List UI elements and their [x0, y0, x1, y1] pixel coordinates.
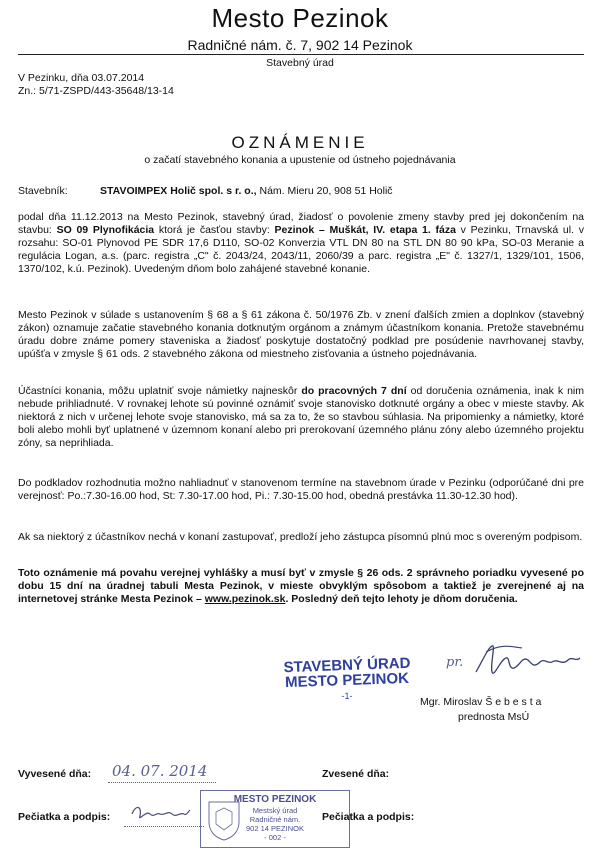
- builder-address: Nám. Mieru 20, 908 51 Holič: [256, 185, 393, 197]
- posted-date: 04. 07. 2014: [112, 762, 208, 780]
- paragraph-representation: Ak sa niektorý z účastníkov nechá v konaní zastupovať, predloží jeho zástupca písomnú plnú moc s overeným podpisom.: [18, 531, 583, 543]
- office-name: Stavebný úrad: [266, 57, 334, 69]
- coat-of-arms-icon: [206, 798, 242, 842]
- builder-label: Stavebník:: [18, 185, 68, 197]
- text-run: v Pezinku, Trnavská ul. v rozsahu: SO-01 Plynovod PE SDR 17,6 D110, SO-02 Konverzia VTL DN 80 na STL DN 80 90 kPa, SO-03 Meranie a regulácia Logan, a.s. (parc. registra „C" č. 2043/24, 2043/11, 2060/39 a parc. registra „E" č. 1327/1, 1329/101, 1506, 1370/102, k.ú. Pezinok). Uvedeným dňom bolo zahájené stavebné konanie.: [18, 224, 584, 275]
- round-stamp-line-1: MESTO PEZINOK: [233, 794, 317, 805]
- notice-subtitle: o začatí stavebného konania a upustenie od ústneho pojednávania: [144, 154, 456, 166]
- office-stamp: [272, 654, 422, 701]
- text-run-bold: SO 09 Plynofikácia: [56, 224, 155, 236]
- round-stamp-line-3: Radničné nám.: [249, 815, 301, 824]
- text-run-bold: do pracovných 7 dní: [301, 385, 407, 397]
- notice-title: OZNÁMENIE: [231, 133, 369, 152]
- text-run: Toto oznámenie má povahu verejnej vyhlášky a musí byť v zmysle § 26 ods. 2 správneho poriadku vyvesené po dobu 15 dní na úradnej tabuli Mesta Pezinok, v mieste obvyklým spôsobom a taktiež je zverejnené aj na internetovej stránke Mesta Pezinok –: [18, 567, 584, 605]
- text-run: od doručenia oznámenia, inak k nim nebude prihliadnuté. V rovnakej lehote sú povinné oznámiť svoje stanovisko dotknuté orgány a obec v mieste stavby. Ak niektorá z nich v určenej lehote svoje stanovisko, má sa za to, že so stavbou súhlasia. Na pripomienky a námietky, ktoré boli alebo mohli byť uplatnené v územnom konaní alebo pri prerokovaní územného plánu zóny alebo územného projektu zóny, sa neprihliada.: [18, 385, 584, 449]
- round-stamp-line-2: Mestský úrad: [252, 806, 298, 815]
- stamp-line-1: STAVEBNÝ ÚRAD: [283, 654, 411, 677]
- seal-label-right: Pečiatka a podpis:: [322, 811, 415, 823]
- signatory-name: Mgr. Miroslav Š e b e s t a: [420, 696, 542, 708]
- seal-label-left: Pečiatka a podpis:: [18, 811, 111, 823]
- paragraph-public-notice: [18, 567, 584, 606]
- text-run: ktorá je časťou stavby:: [154, 224, 275, 236]
- paragraph-objections: [18, 385, 584, 450]
- text-run: Účastníci konania, môžu uplatniť svoje námietky najneskôr: [18, 385, 302, 397]
- builder-line: [18, 185, 584, 198]
- header-rule: [18, 54, 584, 55]
- town-address: Radničné nám. č. 7, 902 14 Pezinok: [187, 37, 413, 53]
- stamp-number: -1-: [341, 691, 353, 701]
- paragraph-application: [18, 211, 584, 276]
- town-name: Mesto Pezinok: [211, 3, 389, 33]
- builder-name: STAVOIMPEX Holič spol. s r. o.,: [100, 185, 257, 197]
- text-run-bold: Pezinok – Muškát, IV. etapa 1. fáza: [274, 224, 456, 236]
- per-procurationem: pr.: [446, 655, 464, 670]
- clerk-dotted-line: [124, 826, 204, 827]
- paragraph-office-hours: Do podkladov rozhodnutia možno nahliadnuť v stanovenom termíne na stavebnom úrade v Pezinku (odporúčané dni pre verejnosť: Po.:7.30-16.00 hod, St: 7.30-17.00 hod, Pi.: 7.30-15.00 hod, obedná prestávka 11.30-12.30 hod).: [18, 477, 584, 502]
- round-stamp-line-4: 902 14 PEZINOK: [246, 824, 304, 833]
- text-run: . Posledný deň tejto lehoty je dňom doručenia.: [285, 593, 518, 605]
- posted-label: Vyvesené dňa:: [18, 768, 92, 780]
- posted-dotted-line: [108, 782, 216, 783]
- removed-label: Zvesené dňa:: [322, 768, 390, 780]
- stamp-line-2: MESTO PEZINOK: [284, 669, 410, 692]
- text-run: podal dňa 11.12.2013 na Mesto Pezinok, stavebný úrad, žiadosť o povolenie zmeny stavby pred jej dokončením na stavbu:: [18, 211, 584, 236]
- signature-image: [470, 638, 586, 686]
- clerk-signature-image: [128, 800, 192, 828]
- paragraph-commencement: Mesto Pezinok v súlade s ustanovením § 68 a § 61 zákona č. 50/1976 Zb. v znení ďalších zmien a doplnkov (stavebný zákon) oznamuje začatie stavebného konania dotknutým orgánom a známym účastníkom konania. Pretože stavebnému úradu dobre známe pomery staveniska a žiadosť poskytuje dostatočný podklad pre posúdenie navrhovanej stavby, upúšťa v zmysle § 61 ods. 2 stavebného zákona od miestneho zisťovania a ústneho pojednávania.: [18, 309, 584, 360]
- place-date: V Pezinku, dňa 03.07.2014: [18, 72, 145, 84]
- file-number: Zn.: 5/71-ZSPD/443-35648/13-14: [18, 85, 174, 97]
- signatory-role: prednosta MsÚ: [458, 711, 530, 723]
- website-link[interactable]: www.pezinok.sk: [204, 593, 286, 605]
- round-stamp-line-5: - 002 -: [264, 833, 286, 842]
